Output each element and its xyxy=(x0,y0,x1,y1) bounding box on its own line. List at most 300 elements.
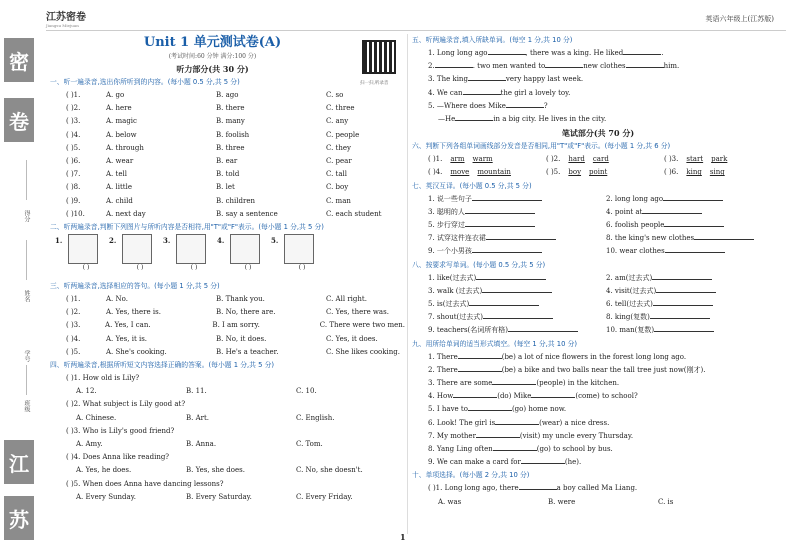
fill-text: (go) home now. xyxy=(511,405,567,414)
fill-line xyxy=(412,351,784,364)
answer-blank[interactable] xyxy=(650,311,710,319)
answer-blank[interactable] xyxy=(468,403,512,411)
fill-line xyxy=(412,417,784,430)
answer-blank[interactable] xyxy=(486,232,556,240)
answer-blank[interactable] xyxy=(495,417,539,425)
answer-blank[interactable] xyxy=(531,390,575,398)
score-line xyxy=(26,160,27,200)
answer-parentheses: ( ) xyxy=(244,264,252,272)
section-7-heading: 七、英汉互译。(每小题 0.5 分,共 5 分) xyxy=(412,181,532,190)
item-prompt: 2. long long ago xyxy=(606,194,664,203)
phonics-group xyxy=(428,153,546,166)
picture-number: 4. xyxy=(217,236,225,246)
logo-text: 江苏 xyxy=(46,12,66,23)
item-prompt: 2. am(过去式) xyxy=(606,273,653,282)
picture-number: 3. xyxy=(163,236,171,246)
cartoon-image-icon xyxy=(284,234,314,264)
choice-option: A. little xyxy=(106,183,132,192)
phonics-word: card xyxy=(592,155,609,164)
sidebar-char-2: 卷 xyxy=(4,98,34,142)
phonics-word: hard xyxy=(568,155,585,164)
option-row xyxy=(50,438,405,451)
choice-option: A. Amy. xyxy=(76,440,103,449)
fill-text: 6. Look! The girl is xyxy=(428,418,496,427)
column-divider xyxy=(407,34,408,534)
section-5-heading: 五、听两遍录音,填入所缺单词。(每空 1 分,共 10 分) xyxy=(412,36,573,44)
question-number: ( )2. xyxy=(66,104,81,113)
question-number: ( )1. xyxy=(66,91,81,99)
phonics-word: warm xyxy=(472,155,493,164)
choice-option: C. No, she doesn't. xyxy=(296,466,363,475)
fill-line xyxy=(412,47,784,60)
choice-option: C. any xyxy=(326,117,349,126)
fill-text: him. xyxy=(663,62,680,71)
fill-text: 5. —Where does Mike xyxy=(428,101,506,110)
item-cell xyxy=(606,324,784,337)
fill-text: (be) a bike and two balls near the tall tree just now(刚才). xyxy=(501,365,706,374)
item-prompt: 10. man(复数) xyxy=(606,326,655,335)
phonics-word: king xyxy=(686,168,702,177)
answer-blank[interactable] xyxy=(663,193,723,201)
choice-option: C. English. xyxy=(296,413,335,422)
score-label: 得分 xyxy=(23,210,30,222)
fill-text: 8. Yang Ling often xyxy=(428,445,493,454)
answer-blank[interactable] xyxy=(506,100,544,108)
choice-option: C. three xyxy=(326,104,355,113)
fill-line xyxy=(412,403,784,416)
choice-row xyxy=(50,102,405,115)
fill-text: (wear) a nice dress. xyxy=(539,418,610,427)
fill-line xyxy=(412,377,784,390)
item-prompt: 10. wear clothes xyxy=(606,247,665,256)
choice-option: C. so xyxy=(326,91,344,99)
choice-option: A. below xyxy=(106,130,137,139)
item-prompt: 3. 聪明的人 xyxy=(428,207,465,216)
fill-text: in a big city. He lives in the city. xyxy=(493,115,607,124)
choice-row xyxy=(50,142,405,155)
answer-blank[interactable] xyxy=(458,364,502,372)
item-cell xyxy=(428,285,606,298)
choice-option: B. I am sorry. xyxy=(212,321,260,330)
section-2-pictures xyxy=(50,234,405,280)
answer-blank[interactable] xyxy=(694,232,754,240)
answer-blank[interactable] xyxy=(455,113,493,121)
exam-meta: (考试时间:60 分钟 满分:100 分) xyxy=(168,53,257,60)
answer-blank[interactable] xyxy=(458,351,502,359)
fill-text: 4. We can xyxy=(428,88,463,97)
phonics-group xyxy=(546,153,664,166)
item-cell xyxy=(428,206,606,219)
answer-parentheses: ( ) xyxy=(298,264,306,272)
choice-option: A. No. xyxy=(106,295,128,304)
answer-blank[interactable] xyxy=(483,311,553,319)
question-number: ( )4. xyxy=(428,168,443,177)
item-prompt: 8. king(复数) xyxy=(606,313,650,322)
section-9-heading: 九、用所给单词的适当形式填空。(每空 1 分,共 10 分) xyxy=(412,339,578,348)
answer-blank[interactable] xyxy=(653,298,713,306)
choice-option: A. Every Sunday. xyxy=(76,492,136,501)
answer-blank[interactable] xyxy=(472,245,542,253)
section-4-heading: 四、听两遍录音,根据所听短文内容选择正确的答案。(每小题 1 分,共 5 分) xyxy=(50,361,275,370)
answer-blank[interactable] xyxy=(642,206,702,214)
item-prompt: 9. 一个小男孩 xyxy=(428,247,472,256)
question-stem: ( )2. What subject is Lily good at? xyxy=(66,400,186,409)
choice-option: C. man xyxy=(326,196,351,205)
option-row xyxy=(50,412,405,425)
choice-option: C. Tom. xyxy=(296,440,323,449)
choice-option: B. He's a teacher. xyxy=(216,347,279,356)
choice-row xyxy=(50,346,405,359)
cartoon-image-icon xyxy=(68,234,98,264)
question-number: ( )3. xyxy=(66,117,81,126)
picture-item xyxy=(163,234,216,274)
item-prompt: 4. visit(过去式) xyxy=(606,286,657,295)
two-col-row xyxy=(412,298,784,311)
choice-option: B. let xyxy=(216,183,235,192)
answer-blank[interactable] xyxy=(626,60,664,68)
question-number: ( )5. xyxy=(66,143,81,152)
choice-option: B. ear xyxy=(216,157,238,166)
fill-line xyxy=(412,443,784,456)
answer-blank[interactable] xyxy=(488,47,526,55)
fill-text: 7. My mother xyxy=(428,431,476,440)
answer-blank[interactable] xyxy=(664,219,724,227)
answer-blank[interactable] xyxy=(463,87,501,95)
answer-blank[interactable] xyxy=(545,60,583,68)
choice-option: A. magic xyxy=(106,117,137,126)
qr-code-icon[interactable] xyxy=(362,40,396,74)
logo-mark: 密卷 xyxy=(66,12,86,23)
section-1-items xyxy=(50,89,405,221)
choice-option: B. No, it does. xyxy=(216,334,267,343)
fill-text: 4. How xyxy=(428,392,454,401)
book-title: 英语六年级上(江苏版) xyxy=(705,15,774,23)
question-number: ( )8. xyxy=(66,183,81,192)
sidebar-char-4: 苏 xyxy=(4,496,34,540)
choice-option: A. Yes, he does. xyxy=(76,466,132,475)
brand-logo xyxy=(46,8,86,28)
logo-subtitle: Jiangsu Miejuan xyxy=(46,23,79,28)
answer-blank[interactable] xyxy=(476,430,520,438)
item-cell xyxy=(606,219,784,232)
item-prompt: 6. tell(过去式) xyxy=(606,300,653,309)
fill-text: 1. There xyxy=(428,352,458,361)
item-cell xyxy=(606,272,784,285)
picture-number: 5. xyxy=(271,236,279,246)
choice-option: C. Yes, it does. xyxy=(326,334,378,343)
two-col-row xyxy=(412,206,784,219)
choice-option: B. No, there are. xyxy=(216,308,276,317)
choice-option: B. there xyxy=(216,104,245,113)
item-prompt: 7. shout(过去式) xyxy=(428,313,484,322)
question-number: ( )5. xyxy=(66,347,81,356)
question-stem: ( )5. When does Anna have dancing lessons? xyxy=(66,479,224,488)
fill-text: 1. Long long ago xyxy=(428,49,488,57)
section-9-items xyxy=(412,351,784,470)
answer-blank[interactable] xyxy=(465,206,535,214)
sidebar-char-3: 江 xyxy=(4,440,34,484)
choice-row xyxy=(50,129,405,142)
item-cell xyxy=(428,324,606,337)
choice-option: A. here xyxy=(106,104,132,113)
name-label: 姓名 xyxy=(23,290,30,302)
question-stem: ( )4. Does Anna like reading? xyxy=(66,453,170,462)
section-3-items xyxy=(50,293,405,359)
choice-option: C. tall xyxy=(326,170,348,179)
choice-option: B. foolish xyxy=(216,130,250,139)
class-label: 班级 xyxy=(23,400,30,412)
choice-option: A. wear xyxy=(106,157,134,166)
choice-option: C. people xyxy=(326,130,360,139)
picture-item xyxy=(271,234,324,274)
phonics-word: mountain xyxy=(477,168,511,177)
picture-item xyxy=(217,234,270,274)
picture-number: 2. xyxy=(109,236,117,246)
choice-option: C. pear xyxy=(326,157,352,166)
fill-text: (come) to school? xyxy=(575,392,638,401)
item-prompt: 1. 说一些句子 xyxy=(428,194,472,203)
phonics-word: move xyxy=(450,168,470,177)
item-cell xyxy=(428,311,606,324)
question-number: ( )9. xyxy=(66,196,81,205)
item-cell xyxy=(428,245,606,258)
cartoon-image-icon xyxy=(122,234,152,264)
question-number: ( )3. xyxy=(66,321,81,330)
item-cell xyxy=(606,245,784,258)
fill-line xyxy=(412,73,784,86)
section-6-items xyxy=(412,153,784,179)
phonics-word: boy xyxy=(568,168,582,177)
option-row xyxy=(50,464,405,477)
written-part-title: 笔试部分(共 70 分) xyxy=(561,128,635,139)
page-number: 1 xyxy=(400,532,406,542)
choice-row xyxy=(50,115,405,128)
phonics-word: sing xyxy=(709,168,725,177)
question-number: ( )4. xyxy=(66,334,81,343)
picture-item xyxy=(109,234,162,274)
choice-option: A. tell xyxy=(106,170,127,179)
choice-option: A. child xyxy=(106,196,133,205)
choice-option: A. Yes, it is. xyxy=(106,334,148,343)
item-cell xyxy=(428,232,606,245)
page-title: Unit 1 单元测试卷(A) xyxy=(143,35,282,50)
two-col-row xyxy=(412,285,784,298)
answer-blank[interactable] xyxy=(493,443,537,451)
section-7-items xyxy=(412,193,784,259)
section-8-items xyxy=(412,272,784,338)
answer-blank[interactable] xyxy=(472,193,542,201)
section-8-heading: 八、按要求写单词。(每小题 0.5 分,共 5 分) xyxy=(412,260,546,269)
question-number: ( )1. xyxy=(428,155,443,164)
item-cell xyxy=(428,219,606,232)
two-col-row xyxy=(412,311,784,324)
section-4-items xyxy=(50,372,405,504)
section-10-question: ( )1. Long long ago, there a boy called Ma Liang. xyxy=(428,484,638,493)
answer-blank[interactable] xyxy=(435,60,473,68)
item-cell xyxy=(606,232,784,245)
choice-row xyxy=(50,208,405,221)
fill-text: (he). xyxy=(564,458,582,467)
choice-option: B. ago xyxy=(216,91,239,99)
phonics-row xyxy=(412,166,784,179)
choice-option: A. She's cooking. xyxy=(106,347,167,356)
choice-option: C. 10. xyxy=(296,387,317,396)
fill-text: very happy last week. xyxy=(505,75,584,84)
choice-option: A. Chinese. xyxy=(76,413,117,422)
item-cell xyxy=(606,285,784,298)
item-cell xyxy=(606,311,784,324)
answer-blank[interactable] xyxy=(665,245,725,253)
item-prompt: 3. walk (过去式) xyxy=(428,286,483,295)
choice-option: B. Art. xyxy=(186,413,210,422)
phonics-word: arm xyxy=(450,155,465,164)
choice-option: B. Thank you. xyxy=(216,295,265,304)
choice-option: C. boy xyxy=(326,183,349,192)
answer-blank[interactable] xyxy=(521,456,565,464)
answer-blank[interactable] xyxy=(468,73,506,81)
two-col-row xyxy=(412,193,784,206)
answer-blank[interactable] xyxy=(654,324,714,332)
answer-blank[interactable] xyxy=(656,285,716,293)
answer-blank[interactable] xyxy=(482,285,552,293)
fill-line xyxy=(412,113,784,126)
fill-line xyxy=(412,87,784,100)
two-col-row xyxy=(412,272,784,285)
section-10-options: A. was B. were C. is xyxy=(438,497,674,506)
choice-option: B. 11. xyxy=(186,387,207,396)
picture-number: 1. xyxy=(55,236,63,246)
choice-option: A. go xyxy=(106,91,125,99)
fill-text: (people) in the kitchen. xyxy=(536,379,620,388)
answer-parentheses: ( ) xyxy=(190,264,198,272)
fill-text: —He xyxy=(438,115,456,124)
item-prompt: 5. is(过去式) xyxy=(428,300,470,309)
fill-text: new clothes xyxy=(583,62,626,71)
choice-option: B. Anna. xyxy=(186,440,217,449)
fill-text: . two men wanted to xyxy=(472,62,546,71)
item-prompt: 4. point at xyxy=(606,207,643,216)
choice-option: C. Yes, there was. xyxy=(326,308,389,317)
fill-text: (do) Mike xyxy=(497,392,532,401)
question-number: ( )6. xyxy=(664,168,679,177)
fill-text: 9. We can make a card for xyxy=(428,458,521,467)
answer-blank[interactable] xyxy=(476,272,546,280)
answer-parentheses: ( ) xyxy=(82,264,90,272)
choice-option: A. 12. xyxy=(76,387,97,396)
section-5-items xyxy=(412,47,784,126)
choice-row xyxy=(50,89,405,102)
qr-label: 扫一扫,听录音 xyxy=(360,81,389,86)
item-cell xyxy=(428,298,606,311)
answer-blank[interactable] xyxy=(508,324,578,332)
two-col-row xyxy=(412,232,784,245)
phonics-group xyxy=(664,166,782,179)
question-number: ( )6. xyxy=(66,157,81,166)
item-prompt: 6. foolish people xyxy=(606,221,665,230)
question-number: ( )4. xyxy=(66,130,81,139)
choice-option: A. next day xyxy=(106,209,146,218)
question-number: ( )1. xyxy=(66,295,81,304)
phonics-word: point xyxy=(589,168,608,177)
answer-blank[interactable] xyxy=(652,272,712,280)
choice-option: B. many xyxy=(216,117,245,126)
fill-text: (visit) my uncle every Thursday. xyxy=(519,431,634,440)
choice-option: C. All right. xyxy=(326,295,367,304)
choice-row xyxy=(50,306,405,319)
listening-part-title: 听力部分(共 30 分) xyxy=(176,64,249,74)
fill-text: . xyxy=(661,49,664,57)
answer-blank[interactable] xyxy=(492,377,536,385)
choice-option: B. told xyxy=(216,170,240,179)
choice-row xyxy=(50,181,405,194)
fill-text: ? xyxy=(543,101,548,110)
phonics-word: park xyxy=(711,155,728,164)
question-number: ( )3. xyxy=(664,155,679,164)
choice-option: B. Yes, she does. xyxy=(186,466,245,475)
phonics-group xyxy=(546,166,664,179)
item-cell xyxy=(606,193,784,206)
fill-text: (be) a lot of nice flowers in the forest long long ago. xyxy=(501,352,687,361)
fill-text: 5. I have to xyxy=(428,405,468,414)
right-column xyxy=(412,34,784,509)
question-number: ( )2. xyxy=(546,155,561,164)
item-cell xyxy=(428,272,606,285)
answer-blank[interactable] xyxy=(469,298,539,306)
answer-blank[interactable] xyxy=(465,219,535,227)
option-row xyxy=(50,385,405,398)
item-prompt: 9. teachers(名词所有格) xyxy=(428,326,509,335)
option-row xyxy=(50,491,405,504)
id-label: 学号 xyxy=(23,350,30,362)
item-cell xyxy=(606,206,784,219)
section-1-heading: 一、听一遍录音,选出你所听到的内容。(每小题 0.5 分,共 5 分) xyxy=(50,78,240,86)
choice-row xyxy=(50,195,405,208)
item-cell xyxy=(428,193,606,206)
item-cell xyxy=(606,298,784,311)
choice-option: A. Yes, I can. xyxy=(105,321,151,330)
choice-row xyxy=(50,333,405,346)
fill-text: (go) to school by bus. xyxy=(536,445,613,454)
item-prompt: 7. 试穿这件连衣裙 xyxy=(428,234,486,243)
section-6-heading: 六、判断下列各组单词画线部分发音是否相同,用"T"或"F"表示。(每小题 1 分,共 6 分) xyxy=(412,142,671,151)
phonics-row xyxy=(412,153,784,166)
choice-option: C. There were two men. xyxy=(319,321,405,330)
fill-text: 3. There are some xyxy=(428,379,493,388)
fill-text: 3. The king xyxy=(428,75,468,84)
choice-row xyxy=(50,155,405,168)
picture-item xyxy=(55,234,108,274)
item-prompt: 1. like(过去式) xyxy=(428,273,477,282)
section-2-heading: 二、听两遍录音,判断下列图片与所听内容是否相符,用"T"或"F"表示。(每小题 1 分,共 5 分) xyxy=(50,223,324,232)
question-stem: ( )1. How old is Lily? xyxy=(66,374,140,383)
answer-blank[interactable] xyxy=(453,390,497,398)
cartoon-image-icon xyxy=(230,234,260,264)
two-col-row xyxy=(412,324,784,337)
answer-blank[interactable] xyxy=(623,47,661,55)
fill-text: the girl a lovely toy. xyxy=(500,88,571,97)
fill-text: 2. There xyxy=(428,365,458,374)
choice-option: C. She likes cooking. xyxy=(326,347,400,356)
question-number: ( )5. xyxy=(546,168,561,177)
phonics-group xyxy=(664,153,782,166)
header-divider xyxy=(46,30,786,31)
two-col-row xyxy=(412,245,784,258)
fill-line xyxy=(412,430,784,443)
choice-option: B. children xyxy=(216,196,255,205)
item-prompt: 8. the king's new clothes xyxy=(606,234,695,243)
choice-option: A. Yes, there is. xyxy=(106,308,161,317)
section-3-heading: 三、听两遍录音,选择相应的答句。(每小题 1 分,共 5 分) xyxy=(50,282,220,291)
